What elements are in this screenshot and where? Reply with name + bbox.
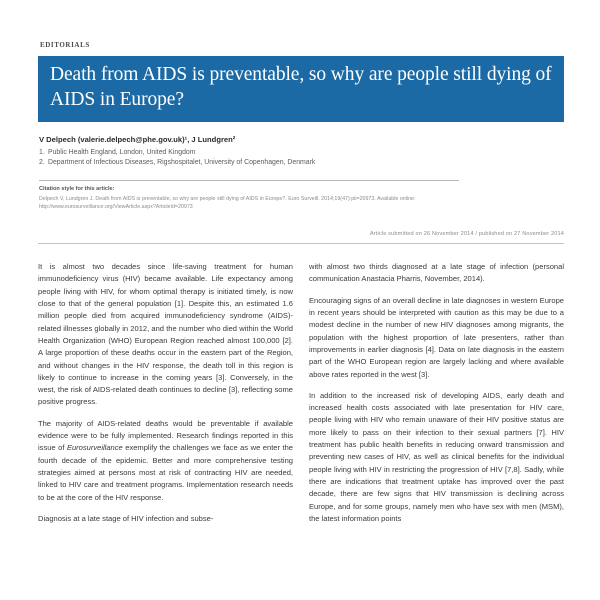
affiliation-text: Public Health England, London, United Kingdom	[48, 148, 196, 156]
affiliation-text: Department of Infectious Diseases, Rigshospitalet, University of Copenhagen, Denmark	[48, 158, 316, 166]
affiliation-item	[39, 148, 564, 158]
affiliation-list	[39, 148, 564, 169]
body-paragraph: Diagnosis at a late stage of HIV infection and subse-	[38, 513, 214, 523]
citation-text: Delpech V, Lundgren J. Death from AIDS is preventable, so why are people still dying of AIDS in Europe?. Euro Surveill. 2014;19(47):pii=20973. Available online:	[39, 195, 416, 202]
affiliation-number: 2.	[39, 158, 45, 166]
affiliation-number: 1.	[39, 148, 45, 156]
author-line: V Delpech (valerie.delpech@phe.gov.uk)¹, J Lundgren²	[39, 135, 236, 145]
body-paragraph: with almost two thirds diagnosed at a late stage of infection (personal communication Anastacia Pharris, November, 2014).	[309, 262, 564, 284]
left-column	[38, 261, 293, 525]
affiliation-item	[39, 158, 564, 168]
body-columns	[38, 261, 564, 525]
journal-name: Eurosurveillance	[66, 443, 123, 453]
dates-row	[38, 222, 564, 244]
citation-url[interactable]: http://www.eurosurveillance.org/ViewArticle.aspx?ArticleId=20973	[39, 204, 193, 211]
section-kicker: editorials	[40, 40, 90, 50]
body-paragraph: In addition to the increased risk of developing AIDS, early death and increased health costs associated with late presentation for HIV care, people living with HIV who remain unaware of their HIV positive status are more likely to pass on their infection to their sexual partners [7]. HIV treatment has public health benefits in reducing onward transmission and preventing new cases of HIV, as well as clinical benefits for the individual people living with HIV in restricting the progression of HIV [7,8]. Sadly, while there are indications that treatment uptake has improved over the past decade, there are few signs that HIV transmission is declining across Europe, and for some groups, namely men who have sex with men (MSM), the latest information points	[309, 390, 564, 523]
body-paragraph: The majority of AIDS-related deaths would be preventable if available evidence were to be fully implemented. Research findings reported in this issue of Eurosurveillance exemplify the challenges we face as we enter the fourth decade of the epidemic. Better and more comprehensive testing strategies aimed at persons most at risk of contracting HIV are needed, linked to HIV care and treatment programs. Implementation research needs to be at the core of the HIV response.	[38, 418, 293, 502]
right-column	[309, 261, 564, 525]
body-paragraph: Encouraging signs of an overall decline in late diagnoses in western Europe in recent years should be interpreted with caution as this may be due to a modest decline in the number of new HIV diagnoses among migrants, the population with the highest proportion of late presenters, rather than improvements in earlier diagnosis [4]. Data on late diagnosis in the eastern part of the WHO European region are largely lacking and where available above rates reported in the west [3].	[309, 295, 564, 379]
authors-block	[39, 135, 564, 168]
citation-heading: Citation style for this article:	[39, 186, 115, 193]
submission-dates: Article submitted on 26 November 2014 / published on 27 November 2014	[369, 231, 564, 238]
body-paragraph: It is almost two decades since life-saving treatment for human immunodeficiency virus (HIV) became available. Life expectancy among people living with HIV, for whom optimal therapy is initiated timely, is now close to that of the general population [1]. Despite this, an estimated 1.6 million people died from acquired immunodeficiency syndrome (AIDS)-related illnesses globally in 2012, and the number who died within the World Health Organization (WHO) European Region reached almost 100,000 [2]. A large proportion of these deaths occur in the eastern part of the Region, and without changes in the HIV response, the death toll in this region is likely to continue to increase in the coming years [3]. Conversely, in the west, the risk of AIDS-related death continues to decline [3], reflecting some positive progress.	[38, 262, 293, 407]
page-content	[38, 40, 564, 525]
title-banner	[38, 56, 564, 122]
citation-box	[39, 180, 459, 212]
article-title: Death from AIDS is preventable, so why are people still dying of AIDS in Europe?	[50, 64, 552, 111]
